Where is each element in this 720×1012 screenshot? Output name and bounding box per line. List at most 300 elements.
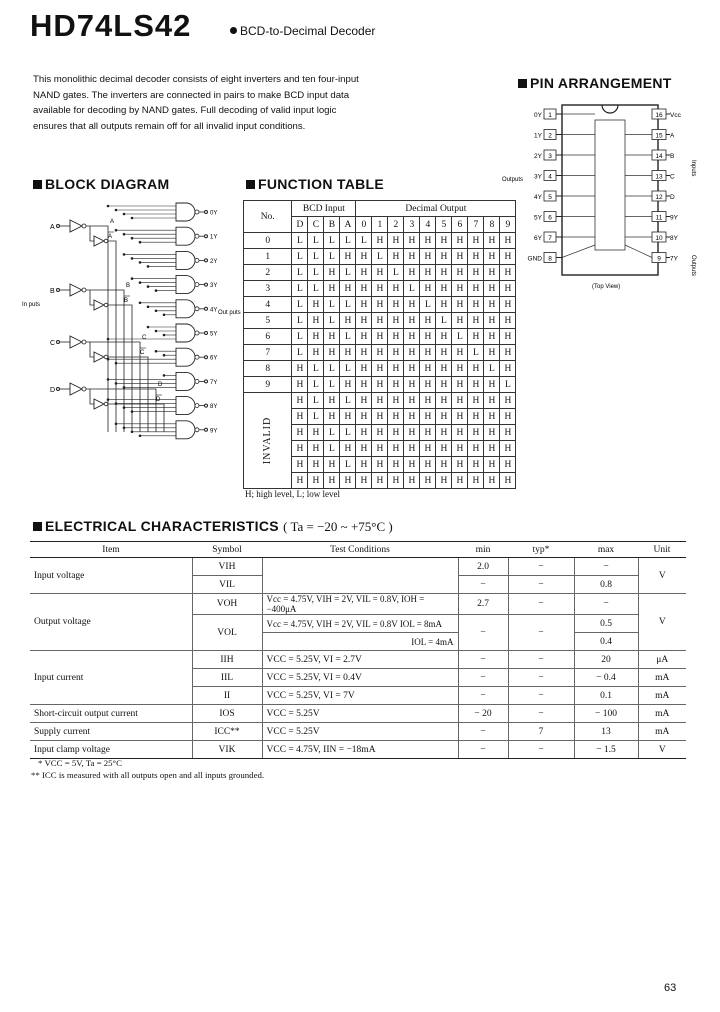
table-cell: H [500, 249, 516, 265]
max-cell: 0.1 [574, 687, 638, 705]
table-cell: H [372, 233, 388, 249]
table-cell: 0 [356, 217, 372, 233]
table-cell: H [340, 409, 356, 425]
table-cell: H [500, 345, 516, 361]
junction-dot [139, 302, 141, 304]
table-cell: H [468, 457, 484, 473]
table-cell: H [356, 457, 372, 473]
table-cell: L [292, 281, 308, 297]
table-cell: H [436, 361, 452, 377]
pin-number: 11 [655, 214, 663, 222]
table-cell: H [436, 377, 452, 393]
inverter-bubble [82, 387, 86, 391]
table-cell: H [388, 361, 404, 377]
symbol-cell: VOL [192, 615, 262, 651]
table-cell [244, 393, 292, 489]
symbol-cell: ICC** [192, 723, 262, 741]
table-cell: H [452, 297, 468, 313]
pin-label: 7Y [670, 255, 678, 263]
table-cell: L [468, 345, 484, 361]
bus-label: C [142, 335, 147, 341]
symbol-cell: VIK [192, 741, 262, 759]
output-label: 1Y [210, 234, 218, 241]
unit-cell: V [638, 594, 686, 651]
typ-cell: − [508, 741, 574, 759]
unit-cell: mA [638, 687, 686, 705]
table-cell: H [500, 441, 516, 457]
junction-dot [155, 330, 157, 332]
condition-cell: Vcc = 4.75V, VIH = 2V, VIL = 0.8V, IOH = −400μA [262, 594, 458, 615]
table-cell: L [308, 281, 324, 297]
item-cell: Short-circuit output current [30, 705, 192, 723]
output-label: 4Y [210, 307, 218, 314]
pin-label: C [670, 173, 675, 181]
table-cell: H [308, 473, 324, 489]
inverter-bubble [82, 340, 86, 344]
table-cell: H [420, 409, 436, 425]
table-cell: H [372, 457, 388, 473]
inputs-label: Inputs [690, 160, 696, 177]
table-cell: H [372, 377, 388, 393]
output-pin [205, 356, 208, 359]
table-row [244, 329, 516, 345]
table-cell: H [452, 457, 468, 473]
table-cell: H [340, 281, 356, 297]
table-cell: 9 [500, 217, 516, 233]
max-cell: 0.8 [574, 576, 638, 594]
junction-dot [107, 205, 109, 207]
table-cell: H [436, 249, 452, 265]
junction-dot [155, 290, 157, 292]
table-cell: H [324, 457, 340, 473]
table-cell: H [340, 345, 356, 361]
table-cell: H [356, 345, 372, 361]
output-pin [205, 235, 208, 238]
junction-dot [139, 241, 141, 243]
junction-dot [163, 334, 165, 336]
table-cell: H [500, 361, 516, 377]
table-cell: H [340, 249, 356, 265]
table-cell: H [372, 393, 388, 409]
table-cell: H [324, 393, 340, 409]
table-cell: H [340, 313, 356, 329]
nand-gate-icon [176, 397, 195, 415]
min-cell: − [458, 723, 508, 741]
nand-bubble [195, 283, 199, 287]
intro-paragraph: This monolithic decimal decoder consists of eight inverters and ten four-input NAND gates. The inverters are connected in pairs to make BCD input data available for decoding by NAND gates. Full decoding of valid input logic ensures that all outputs remain off for all invalid input conditions. [33, 74, 359, 132]
top-view-label: (Top View) [592, 284, 621, 290]
table-cell: 7 [468, 217, 484, 233]
input-label: A [50, 224, 55, 231]
table-cell: H [452, 441, 468, 457]
item-cell: Input voltage [30, 558, 192, 594]
wire [86, 389, 156, 432]
pin-number: 15 [655, 132, 663, 140]
junction-dot [147, 266, 149, 268]
table-cell: L [436, 313, 452, 329]
junction-dot [123, 213, 125, 215]
footnote-1: * VCC = 5V, Ta = 25°C [38, 758, 122, 768]
pin-label: 4Y [534, 194, 542, 201]
min-cell: − [458, 741, 508, 759]
pin-number: 13 [655, 173, 663, 181]
output-pin [205, 211, 208, 214]
table-cell: H [452, 233, 468, 249]
table-cell: H [484, 345, 500, 361]
table-cell: H [388, 473, 404, 489]
pin-label: B [670, 153, 675, 160]
table-cell: L [500, 377, 516, 393]
table-cell: H [356, 313, 372, 329]
table-cell: H [436, 281, 452, 297]
nand-bubble [195, 404, 199, 408]
table-cell: 3 [404, 217, 420, 233]
table-cell: L [324, 297, 340, 313]
table-cell: H [420, 345, 436, 361]
buffer-icon [94, 236, 104, 246]
table-row [244, 265, 516, 281]
col-min: min [458, 542, 508, 558]
table-cell: L [356, 233, 372, 249]
junction-dot [123, 407, 125, 409]
typ-cell: − [508, 576, 574, 594]
table-cell: H [308, 297, 324, 313]
table-cell: H [356, 297, 372, 313]
table-cell: H [420, 265, 436, 281]
bullet-square-icon [33, 180, 42, 189]
col-max: max [574, 542, 638, 558]
table-cell: BCD Input [292, 201, 356, 217]
pin-arrangement-diagram [500, 100, 705, 295]
junction-dot [163, 375, 165, 377]
table-cell: L [308, 249, 324, 265]
junction-dot [115, 423, 117, 425]
table-cell: H [324, 265, 340, 281]
table-cell: H [372, 329, 388, 345]
table-cell: C [308, 217, 324, 233]
nand-bubble [195, 210, 199, 214]
table-cell: H [356, 377, 372, 393]
electrical-table [30, 541, 686, 759]
table-cell: H [404, 457, 420, 473]
junction-dot [147, 286, 149, 288]
pin-number: 9 [657, 255, 661, 263]
table-row [30, 705, 686, 723]
unit-cell: mA [638, 705, 686, 723]
unit-cell: mA [638, 669, 686, 687]
table-cell: H [308, 441, 324, 457]
min-cell: − [458, 576, 508, 594]
table-cell: H [500, 457, 516, 473]
col-item: Item [30, 542, 192, 558]
table-cell: H [468, 393, 484, 409]
table-cell: H [436, 457, 452, 473]
min-cell: 2.0 [458, 558, 508, 576]
table-cell: H [468, 297, 484, 313]
junction-dot [115, 403, 117, 405]
item-cell: Input clamp voltage [30, 741, 192, 759]
electrical-heading: ELECTRICAL CHARACTERISTICS ( Ta = −20 ~ +75°C ) [33, 518, 393, 535]
buffer-icon [94, 300, 104, 310]
typ-cell: − [508, 687, 574, 705]
max-cell: − [574, 558, 638, 576]
table-cell: L [420, 297, 436, 313]
table-cell: H [308, 329, 324, 345]
condition-cell: VCC = 5.25V, VI = 7V [262, 687, 458, 705]
table-cell: H [484, 441, 500, 457]
condition-cell: IOL = 4mA [262, 633, 458, 651]
table-cell: L [308, 233, 324, 249]
table-cell: H [452, 345, 468, 361]
min-cell: − [458, 669, 508, 687]
table-cell: H [500, 329, 516, 345]
table-header-row [30, 542, 686, 558]
inverter-icon [70, 336, 82, 348]
min-cell: − 20 [458, 705, 508, 723]
bus-label: D [158, 382, 163, 388]
output-label: 2Y [210, 258, 218, 265]
table-cell: H [452, 361, 468, 377]
nand-bubble [195, 234, 199, 238]
table-row [30, 723, 686, 741]
wire [90, 226, 94, 241]
table-cell: H [372, 425, 388, 441]
table-cell: L [388, 265, 404, 281]
symbol-cell: VOH [192, 594, 262, 615]
junction-dot [147, 306, 149, 308]
table-cell: H [372, 361, 388, 377]
pin-label: 5Y [534, 214, 542, 222]
table-cell: H [500, 473, 516, 489]
unit-cell: mA [638, 723, 686, 741]
table-cell: H [452, 409, 468, 425]
table-cell: H [292, 425, 308, 441]
pin-label: A [670, 132, 675, 140]
table-cell: H [500, 393, 516, 409]
condition-cell: Vcc = 4.75V, VIH = 2V, VIL = 0.8V IOL = 8mA [262, 615, 458, 633]
unit-cell: V [638, 558, 686, 594]
max-cell: − 0.4 [574, 669, 638, 687]
pin-label: 8Y [670, 235, 678, 242]
typ-cell: − [508, 669, 574, 687]
table-cell: H [356, 265, 372, 281]
max-cell: 13 [574, 723, 638, 741]
table-cell: L [324, 361, 340, 377]
table-cell: L [308, 377, 324, 393]
table-cell: L [340, 297, 356, 313]
table-cell: H [356, 361, 372, 377]
table-cell: H [468, 233, 484, 249]
output-pin [205, 404, 208, 407]
wire [86, 290, 124, 432]
output-label: 5Y [210, 331, 218, 338]
table-cell: D [292, 217, 308, 233]
pin-label: Vcc [670, 112, 681, 119]
table-cell: H [500, 265, 516, 281]
wire [90, 290, 94, 305]
table-cell: H [468, 329, 484, 345]
junction-dot [155, 310, 157, 312]
table-cell: H [468, 265, 484, 281]
table-cell: H [484, 393, 500, 409]
table-cell: H [436, 441, 452, 457]
table-row [244, 361, 516, 377]
table-cell: H [388, 297, 404, 313]
table-cell: H [372, 473, 388, 489]
inverter-icon [70, 284, 82, 296]
footnote-2: ** ICC is measured with all outputs open and all inputs grounded. [31, 770, 265, 780]
wire [90, 342, 94, 357]
inputs-caption: In puts [22, 302, 41, 308]
inverter-icon [70, 220, 82, 232]
typ-cell: − [508, 615, 574, 651]
table-cell: L [292, 265, 308, 281]
outputs-label-right: Outputs [690, 255, 696, 277]
table-cell: H [388, 425, 404, 441]
table-cell: H [420, 457, 436, 473]
table-cell: 8 [484, 217, 500, 233]
table-cell: 5 [436, 217, 452, 233]
table-cell: H [468, 409, 484, 425]
junction-dot [131, 278, 133, 280]
condition-cell [262, 558, 458, 594]
block-diagram-heading: BLOCK DIAGRAM [33, 176, 169, 192]
input-pin [57, 388, 60, 391]
table-cell: L [340, 329, 356, 345]
junction-dot [123, 233, 125, 235]
bus-label-bar: D [156, 397, 161, 403]
output-label: 9Y [210, 428, 218, 435]
table-cell: H [436, 473, 452, 489]
table-cell: H [484, 377, 500, 393]
table-cell: H [308, 345, 324, 361]
table-row [244, 377, 516, 393]
junction-dot [131, 258, 133, 260]
table-cell: H [324, 329, 340, 345]
junction-dot [123, 427, 125, 429]
bullet-square-icon [33, 522, 42, 531]
nand-gate-icon [176, 372, 195, 390]
junction-dot [139, 282, 141, 284]
table-cell: L [484, 361, 500, 377]
table-cell: L [324, 441, 340, 457]
table-cell: B [324, 217, 340, 233]
table-cell: 6 [452, 217, 468, 233]
table-cell: H [388, 329, 404, 345]
pin-number: 1 [548, 112, 552, 119]
table-cell: H [404, 361, 420, 377]
table-cell: H [420, 249, 436, 265]
input-pin [57, 341, 60, 344]
table-cell: L [308, 361, 324, 377]
inverter-bubble [104, 355, 108, 359]
table-cell: H [468, 361, 484, 377]
table-cell: H [388, 377, 404, 393]
table-cell: L [452, 329, 468, 345]
table-cell: 5 [244, 313, 292, 329]
symbol-cell: IIL [192, 669, 262, 687]
table-cell: H [484, 265, 500, 281]
table-cell: L [308, 265, 324, 281]
table-cell: H [436, 393, 452, 409]
table-cell: H [340, 441, 356, 457]
nand-gate-icon [176, 348, 195, 366]
junction-dot [107, 338, 109, 340]
table-cell: H [388, 345, 404, 361]
output-pin [205, 283, 208, 286]
pin-number: 2 [548, 132, 552, 140]
typ-cell: − [508, 594, 574, 615]
table-cell: H [484, 233, 500, 249]
pin-label: 0Y [534, 112, 542, 119]
output-label: 7Y [210, 379, 218, 386]
min-cell: − [458, 615, 508, 651]
table-cell: H [484, 281, 500, 297]
table-cell: L [340, 265, 356, 281]
symbol-cell: VIH [192, 558, 262, 576]
junction-dot [139, 435, 141, 437]
table-cell: 3 [244, 281, 292, 297]
max-cell: − 100 [574, 705, 638, 723]
table-cell: H [468, 249, 484, 265]
block-diagram [20, 196, 242, 446]
input-label: C [50, 340, 56, 347]
table-cell: H [468, 473, 484, 489]
table-cell: H [340, 473, 356, 489]
unit-cell: V [638, 741, 686, 759]
output-pin [205, 259, 208, 262]
input-pin [57, 289, 60, 292]
table-cell: H [404, 233, 420, 249]
table-cell: L [340, 233, 356, 249]
junction-dot [115, 209, 117, 211]
junction-dot [115, 229, 117, 231]
table-cell: H [468, 425, 484, 441]
bullet-square-icon [518, 79, 527, 88]
nand-bubble [195, 258, 199, 262]
table-cell: H [404, 297, 420, 313]
table-cell: L [340, 361, 356, 377]
table-row [244, 281, 516, 297]
junction-dot [163, 354, 165, 356]
pin-wire [562, 245, 595, 258]
table-cell: H [484, 409, 500, 425]
table-cell: 9 [244, 377, 292, 393]
table-cell: L [340, 425, 356, 441]
junction-dot [107, 379, 109, 381]
table-cell: 6 [244, 329, 292, 345]
function-table-heading: FUNCTION TABLE [246, 176, 384, 192]
table-cell: H [500, 313, 516, 329]
table-cell: 2 [388, 217, 404, 233]
table-cell: H [500, 297, 516, 313]
page-number: 63 [664, 982, 677, 994]
table-cell: L [308, 409, 324, 425]
table-cell: H [388, 313, 404, 329]
symbol-cell: IIH [192, 651, 262, 669]
typ-cell: − [508, 558, 574, 576]
junction-dot [147, 326, 149, 328]
table-cell: H [468, 441, 484, 457]
max-cell: − [574, 594, 638, 615]
table-cell: H [372, 313, 388, 329]
max-cell: − 1.5 [574, 741, 638, 759]
table-cell: H [420, 313, 436, 329]
pin-label: D [670, 194, 675, 201]
table-cell: 1 [372, 217, 388, 233]
inverter-bubble [82, 288, 86, 292]
table-header-row [244, 201, 516, 217]
